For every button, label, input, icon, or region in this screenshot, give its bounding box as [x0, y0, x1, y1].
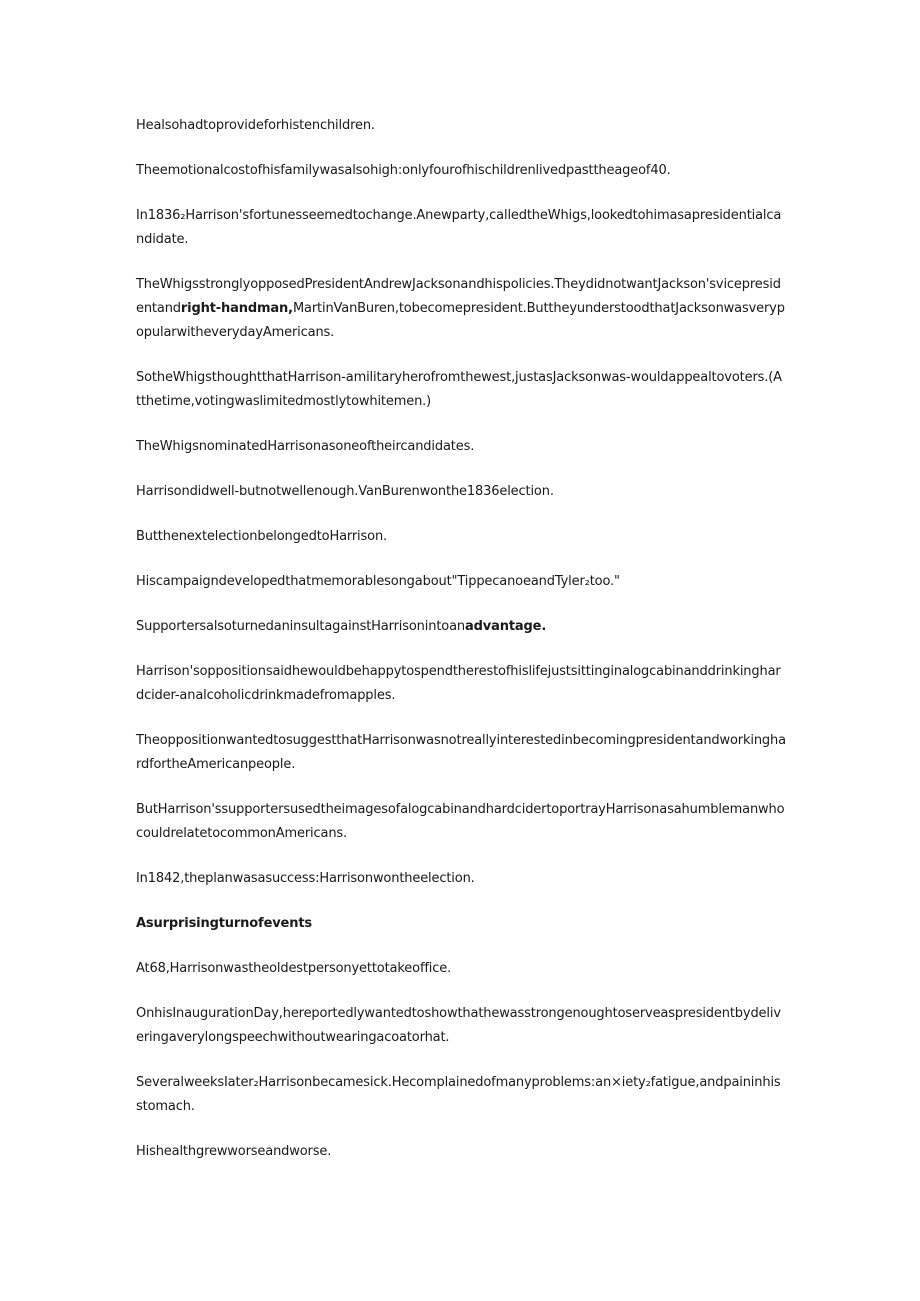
paragraph: Hiscampaigndevelopedthatmemorablesongabout"TippecanoeandTyler₂too." — [136, 574, 620, 589]
paragraph: Harrisondidwell-butnotwellenough.VanBurenwonthe1836election. — [136, 484, 554, 499]
bold-term: advantage. — [464, 619, 547, 634]
paragraph-text: MartinVanBuren,tobecomepresident.ButtheyunderstoodthatJacksonwasverypopularwitheverydayAmericans. — [136, 301, 785, 340]
paragraph: Harrison'soppositionsaidhewouldbehappytospendtherestofhislifejustsittinginalogcabinanddrinkinghardcider-analcoholicdrinkmadefromapples. — [136, 664, 781, 703]
paragraph: Healsohadtoprovideforhistenchildren. — [136, 118, 375, 133]
section-heading: Asurprisingturnofevents — [136, 916, 312, 931]
paragraph: In1836₂Harrison'sfortunesseemedtochange.Anewparty,calledtheWhigs,lookedtohimasapresidentialcandidate. — [136, 208, 782, 247]
paragraph: SotheWhigsthoughtthatHarrison-amilitaryherofromthewest,justasJacksonwas-wouldappealtovoters.(Atthetime,votingwaslimitedmostlytowhitemen.) — [136, 370, 782, 409]
paragraph: ButthenextelectionbelongedtoHarrison. — [136, 529, 388, 544]
paragraph — [136, 273, 786, 345]
paragraph — [136, 615, 786, 639]
paragraph: Hishealthgrewworseandworse. — [136, 1144, 332, 1159]
paragraph: TheWhigsnominatedHarrisonasoneoftheircandidates. — [136, 439, 475, 454]
paragraph: OnhisInaugurationDay,hereportedlywantedtoshowthathewasstrongenoughtoserveaspresidentbydeliveringaverylongspeechwithoutwearingacoatorhat. — [136, 1006, 781, 1045]
paragraph: At68,Harrisonwastheoldestpersonyettotakeoffice. — [136, 961, 452, 976]
paragraph: In1842,theplanwasasuccess:Harrisonwontheelection. — [136, 871, 475, 886]
document-page — [136, 114, 786, 1185]
paragraph: SeveralweeksIater₂Harrisonbecamesick.Hecomplainedofmanyproblems:an×iety₂fatigue,andpaininhisstomach. — [136, 1075, 781, 1114]
paragraph: TheoppositionwantedtosuggestthatHarrisonwasnotreallyinterestedinbecomingpresidentandworkinghardfortheAmericanpeople. — [136, 733, 786, 772]
paragraph: Theemotionalcostofhisfamilywasalsohigh:onlyfourofhischildrenlivedpasttheageof40. — [136, 163, 671, 178]
paragraph: ButHarrison'ssupportersusedtheimagesofalogcabinandhardcidertoportrayHarrisonasahumblemanwhocouldrelatetocommonAmericans. — [136, 802, 785, 841]
paragraph-text: TheWhigsstronglyopposedPresidentAndrewJacksonandhispolicies.TheydidnotwantJackson'svicepresidentand — [136, 277, 781, 316]
paragraph-text: SupportersalsoturnedaninsultagainstHarrisonintoan — [136, 619, 465, 634]
bold-term: right-handman, — [180, 301, 293, 316]
